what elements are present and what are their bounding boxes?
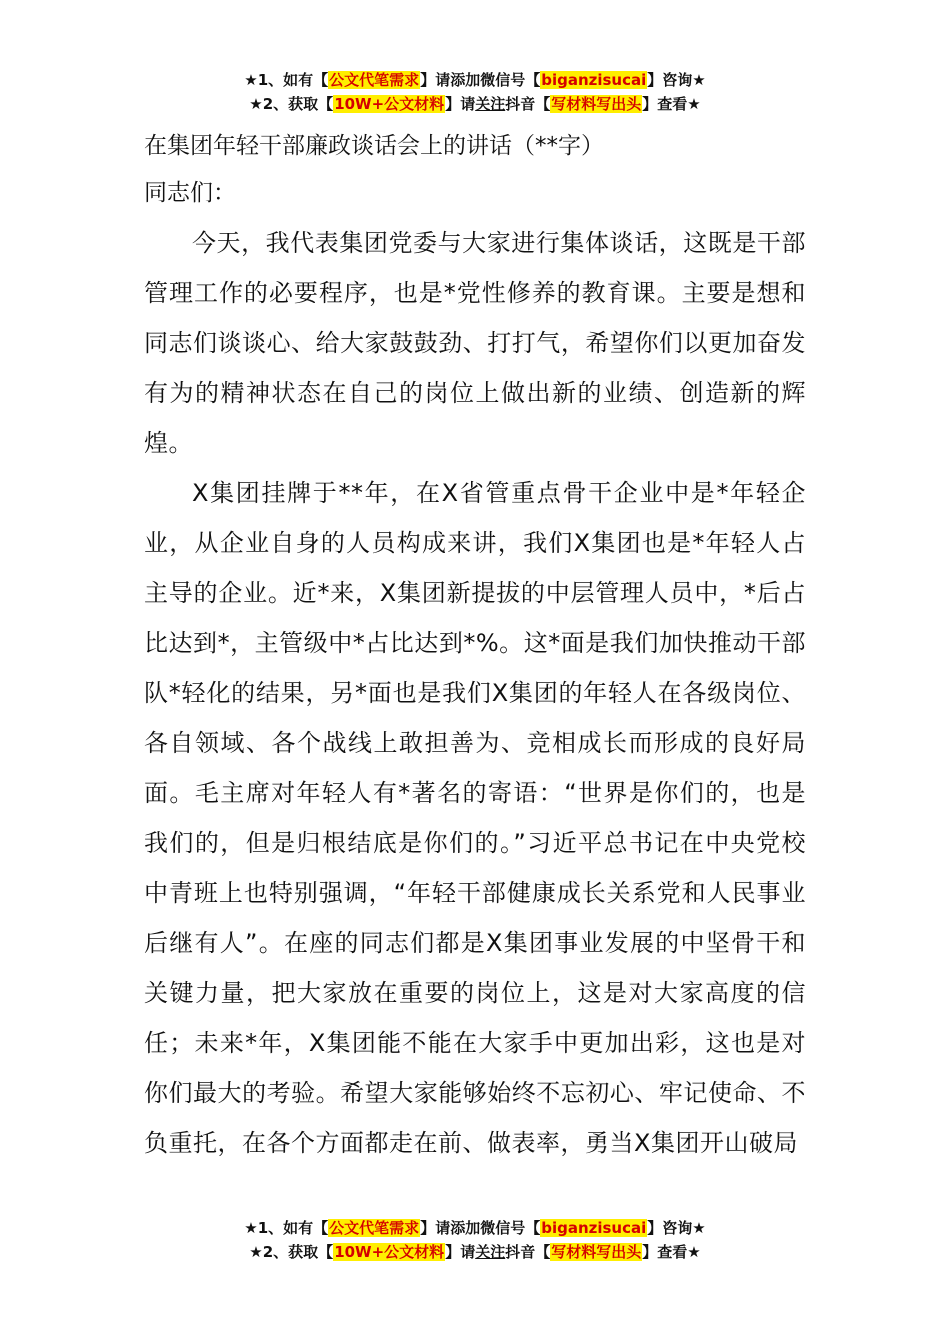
banner-line-2-prefix: ★2、获取【 (249, 95, 334, 113)
banner-highlight-douyin-account: 写材料写出头 (551, 95, 642, 113)
document-greeting: 同志们： (144, 180, 236, 206)
bottom-banner-line-2-follow: 关注 (475, 1243, 506, 1261)
banner-line-1-suffix: 】咨询★ (647, 71, 706, 89)
bottom-banner-line-1-prefix: ★1、如有【 (244, 1219, 329, 1237)
bottom-banner-highlight-douyin-account: 写材料写出头 (551, 1243, 642, 1261)
paragraph-1: 今天，我代表集团党委与大家进行集体谈话，这既是干部管理工作的必要程序，也是*党性修养的教育课。主要是想和同志们谈谈心、给大家鼓鼓劲、打打气，希望你们以更加奋发有为的精神状态在自己的岗位上做出新的业绩、创造新的辉煌。 (144, 229, 806, 457)
bottom-banner (0, 1216, 950, 1264)
bottom-banner-line-2-middle-a: 】请 (445, 1243, 476, 1261)
bottom-banner-highlight-writing-service: 公文代笔需求 (329, 1219, 420, 1237)
bottom-banner-line-2-prefix: ★2、获取【 (249, 1243, 334, 1261)
banner-highlight-wechat-id: biganzisucai (541, 71, 647, 89)
banner-line-2-follow: 关注 (475, 95, 506, 113)
document-title: 在集团年轻干部廉政谈话会上的讲话（**字） (144, 133, 604, 159)
banner-highlight-materials: 10W+公文材料 (334, 95, 445, 113)
banner-line-1 (0, 68, 950, 92)
bottom-banner-line-1-suffix: 】咨询★ (647, 1219, 706, 1237)
top-banner (0, 68, 950, 116)
bottom-banner-line-2-middle-b: 抖音【 (505, 1243, 551, 1261)
banner-line-2 (0, 92, 950, 116)
document-body (144, 124, 806, 1168)
paragraph-2: X集团挂牌于**年，在X省管重点骨干企业中是*年轻企业，从企业自身的人员构成来讲，我们X集团也是*年轻人占主导的企业。近*来，X集团新提拔的中层管理人员中，*后占比达到*，主管级中*占比达到*%。这*面是我们加快推动干部队*轻化的结果，另*面也是我们X集团的年轻人在各级岗位、各自领域、各个战线上敢担善为、竞相成长而形成的良好局面。毛主席对年轻人有*著名的寄语：“世界是你们的，也是我们的，但是归根结底是你们的。”习近平总书记在中央党校中青班上也特别强调，“年轻干部健康成长关系党和人民事业后继有人”。在座的同志们都是X集团事业发展的中坚骨干和关键力量，把大家放在重要的岗位上，这是对大家高度的信任；未来*年，X集团能不能在大家手中更加出彩，这也是对你们最大的考验。希望大家能够始终不忘初心、牢记使命、不负重托，在各个方面都走在前、做表率，勇当X集团开山破局 (144, 479, 806, 1157)
bottom-banner-line-2-suffix: 】查看★ (642, 1243, 701, 1261)
banner-line-2-suffix: 】查看★ (642, 95, 701, 113)
bottom-banner-line-1-middle: 】请添加微信号【 (420, 1219, 541, 1237)
bottom-banner-highlight-materials: 10W+公文材料 (334, 1243, 445, 1261)
bottom-banner-highlight-wechat-id: biganzisucai (541, 1219, 647, 1237)
banner-line-1-middle: 】请添加微信号【 (420, 71, 541, 89)
banner-line-1-prefix: ★1、如有【 (244, 71, 329, 89)
banner-line-2-middle-a: 】请 (445, 95, 476, 113)
banner-highlight-writing-service: 公文代笔需求 (329, 71, 420, 89)
bottom-banner-line-2 (0, 1240, 950, 1264)
banner-line-2-middle-b: 抖音【 (505, 95, 551, 113)
bottom-banner-line-1 (0, 1216, 950, 1240)
